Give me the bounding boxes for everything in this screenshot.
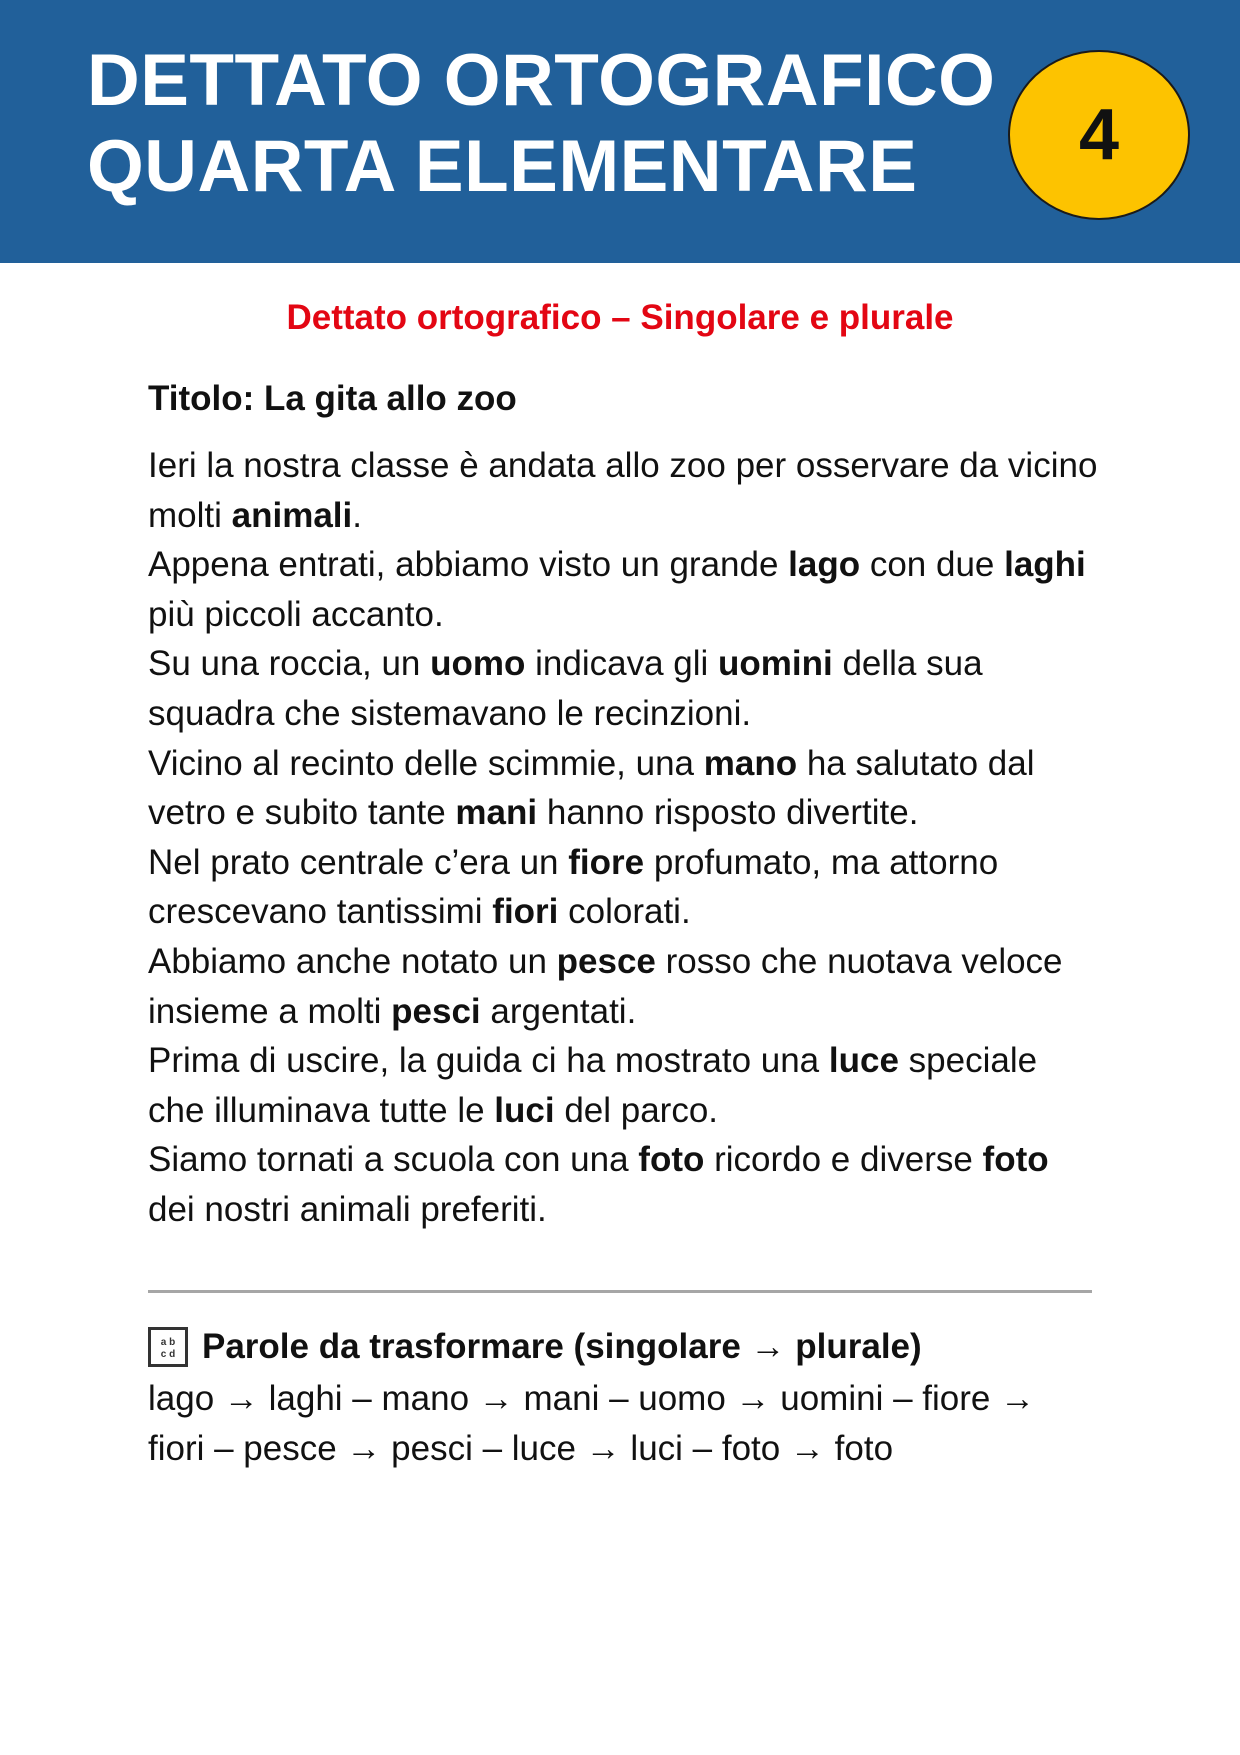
highlighted-word: lago (788, 545, 861, 585)
sentence-7: Prima di uscire, la guida ci ha mostrato una luce speciale che illuminava tutte le luci del parco. (148, 1041, 1038, 1130)
highlighted-word: fiori (492, 892, 559, 932)
sentence-1: Ieri la nostra classe è andata allo zoo per osservare da vicino molti animali. (148, 446, 1098, 535)
dictation-title: Titolo: La gita allo zoo (148, 379, 517, 418)
highlighted-word: mano (703, 743, 798, 783)
sentence-8: Siamo tornati a scuola con una foto ricordo e diverse foto dei nostri animali preferiti. (148, 1140, 1049, 1229)
highlighted-word: luce (828, 1041, 899, 1081)
words-list: lago → laghi – mano → mani – uomo → uomini – fiore → fiori – pesce → pesci – luce → luci – foto → foto (148, 1379, 1036, 1468)
sentence-6: Abbiamo anche notato un pesce rosso che nuotava veloce insieme a molti pesci argentati. (148, 941, 1063, 1031)
sentence-3: Su una roccia, un uomo indicava gli uomini della sua squadra che sistemavano le recinzioni. (148, 644, 983, 733)
svg-text:c d: c d (160, 1349, 176, 1360)
highlighted-word: foto (638, 1140, 705, 1180)
highlighted-word: fiore (568, 842, 645, 882)
words-to-transform (148, 1322, 1098, 1473)
highlighted-word: pesce (556, 941, 656, 981)
highlighted-word: uomo (430, 644, 526, 684)
section-divider (148, 1290, 1092, 1293)
highlighted-word: luci (494, 1090, 555, 1130)
dictation-text (148, 375, 1098, 1235)
page-title-line-1: DETTATO ORTOGRAFICO (87, 40, 996, 121)
svg-text:a b: a b (160, 1337, 176, 1348)
highlighted-word: animali (231, 495, 353, 535)
sentence-5: Nel prato centrale c’era un fiore profumato, ma attorno crescevano tantissimi fiori colorati. (148, 842, 999, 932)
dictation-paragraph (148, 441, 1098, 1235)
page-title (87, 38, 995, 210)
abcd-icon (148, 1327, 188, 1367)
highlighted-word: uomini (718, 644, 833, 684)
highlighted-word: laghi (1004, 545, 1086, 585)
sentence-2: Appena entrati, abbiamo visto un grande lago con due laghi più piccoli accanto. (148, 545, 1086, 634)
sentence-4: Vicino al recinto delle scimmie, una mano ha salutato dal vetro e subito tante mani hanno risposto divertite. (148, 743, 1035, 833)
header-banner (0, 0, 1240, 263)
highlighted-word: foto (982, 1140, 1049, 1180)
words-heading-label: Parole da trasformare (singolare → plurale) (202, 1327, 922, 1366)
worksheet-subtitle: Dettato ortografico – Singolare e plurale (286, 298, 954, 337)
highlighted-word: pesci (391, 991, 481, 1031)
highlighted-word: mani (455, 793, 538, 833)
grade-badge: 4 (1008, 50, 1190, 220)
words-heading (148, 1322, 1098, 1372)
page-title-line-2: QUARTA ELEMENTARE (87, 126, 918, 207)
